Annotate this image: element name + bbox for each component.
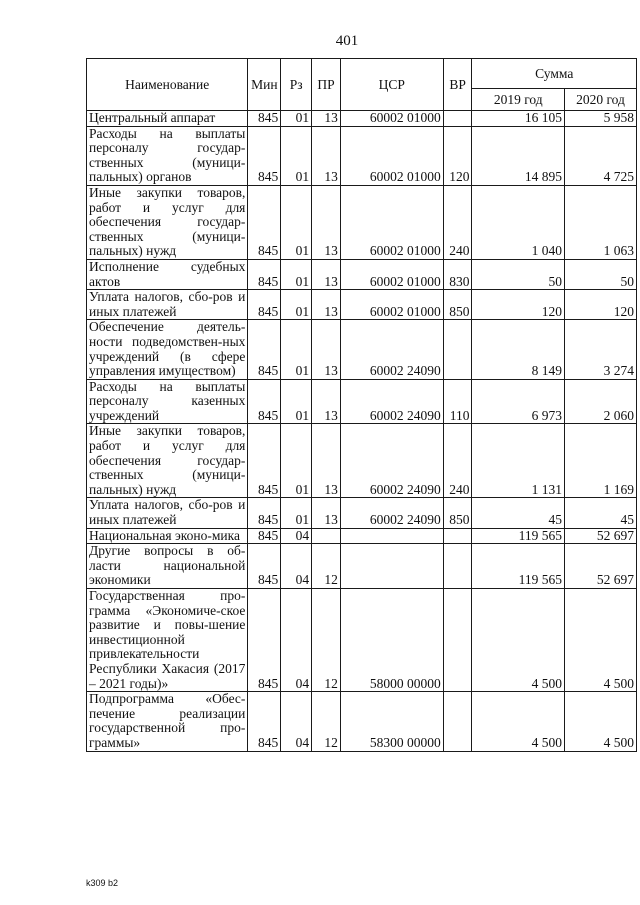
row-sum-2020: 4 500 [564, 692, 636, 751]
row-rz: 01 [281, 498, 312, 528]
row-min: 845 [248, 544, 281, 589]
header-sum: Сумма [472, 59, 637, 89]
table-row [87, 528, 637, 544]
header-year-2020: 2020 год [564, 89, 636, 111]
row-sum-2020: 4 725 [564, 126, 636, 185]
row-sum-2019: 1 131 [472, 424, 565, 498]
table-row [87, 320, 637, 379]
row-sum-2019: 50 [472, 259, 565, 289]
row-sum-2019: 45 [472, 498, 565, 528]
row-name: Национальная эконо-мика [87, 528, 248, 544]
row-rz: 04 [281, 528, 312, 544]
row-vr [443, 544, 472, 589]
row-sum-2019: 4 500 [472, 692, 565, 751]
row-name: Подпрограмма «Обес-печение реализации государственной про-граммы» [87, 692, 248, 751]
row-pr: 12 [312, 544, 341, 589]
row-pr: 13 [312, 290, 341, 320]
row-min: 845 [248, 379, 281, 424]
table-row [87, 290, 637, 320]
row-rz: 01 [281, 185, 312, 259]
row-sum-2020: 50 [564, 259, 636, 289]
row-name: Расходы на выплаты персоналу государ-ственных (муници-пальных) органов [87, 126, 248, 185]
row-sum-2019: 1 040 [472, 185, 565, 259]
row-csr: 60002 24090 [340, 379, 443, 424]
row-pr: 12 [312, 589, 341, 692]
row-csr: 58300 00000 [340, 692, 443, 751]
table-row [87, 589, 637, 692]
row-min: 845 [248, 185, 281, 259]
row-rz: 01 [281, 424, 312, 498]
row-rz: 01 [281, 126, 312, 185]
row-min: 845 [248, 498, 281, 528]
row-csr: 60002 01000 [340, 259, 443, 289]
table-row [87, 185, 637, 259]
table-row [87, 544, 637, 589]
row-vr: 850 [443, 290, 472, 320]
row-vr [443, 589, 472, 692]
row-vr: 830 [443, 259, 472, 289]
row-pr [312, 528, 341, 544]
row-rz: 01 [281, 259, 312, 289]
header-pr: ПР [312, 59, 341, 111]
row-sum-2020: 52 697 [564, 544, 636, 589]
row-name: Обеспечение деятель-ности подведомствен-ных учреждений (в сфере управления имуществом) [87, 320, 248, 379]
row-rz: 04 [281, 544, 312, 589]
row-pr: 13 [312, 126, 341, 185]
row-rz: 04 [281, 692, 312, 751]
row-vr [443, 320, 472, 379]
budget-table [86, 58, 637, 752]
table-row [87, 379, 637, 424]
row-vr: 240 [443, 185, 472, 259]
row-sum-2020: 2 060 [564, 379, 636, 424]
row-name: Расходы на выплаты персоналу казенных учреждений [87, 379, 248, 424]
row-sum-2019: 119 565 [472, 528, 565, 544]
header-min: Мин [248, 59, 281, 111]
table-row [87, 498, 637, 528]
row-csr: 60002 01000 [340, 126, 443, 185]
footer-code: k309 b2 [86, 878, 119, 888]
header-csr: ЦСР [340, 59, 443, 111]
row-pr: 13 [312, 424, 341, 498]
row-sum-2020: 52 697 [564, 528, 636, 544]
header-year-2019: 2019 год [472, 89, 565, 111]
table-row [87, 692, 637, 751]
row-vr [443, 111, 472, 127]
row-csr: 60002 01000 [340, 185, 443, 259]
row-name: Иные закупки товаров, работ и услуг для обеспечения государ-ственных (муници-пальных) нужд [87, 424, 248, 498]
row-min: 845 [248, 424, 281, 498]
row-vr [443, 528, 472, 544]
row-sum-2019: 14 895 [472, 126, 565, 185]
row-vr: 850 [443, 498, 472, 528]
header-name: Наименование [87, 59, 248, 111]
row-name: Центральный аппарат [87, 111, 248, 127]
row-sum-2019: 6 973 [472, 379, 565, 424]
header-rz: Рз [281, 59, 312, 111]
row-csr [340, 544, 443, 589]
row-rz: 01 [281, 111, 312, 127]
row-min: 845 [248, 692, 281, 751]
row-rz: 01 [281, 379, 312, 424]
table-row [87, 259, 637, 289]
row-pr: 13 [312, 111, 341, 127]
row-vr: 240 [443, 424, 472, 498]
row-pr: 13 [312, 498, 341, 528]
row-csr: 60002 01000 [340, 290, 443, 320]
row-csr [340, 528, 443, 544]
row-pr: 13 [312, 320, 341, 379]
table-row [87, 111, 637, 127]
row-min: 845 [248, 111, 281, 127]
row-sum-2019: 120 [472, 290, 565, 320]
row-vr [443, 692, 472, 751]
row-pr: 12 [312, 692, 341, 751]
row-pr: 13 [312, 259, 341, 289]
page-number: 401 [335, 33, 359, 49]
row-csr: 60002 01000 [340, 111, 443, 127]
row-sum-2019: 8 149 [472, 320, 565, 379]
row-vr: 110 [443, 379, 472, 424]
row-vr: 120 [443, 126, 472, 185]
row-csr: 60002 24090 [340, 498, 443, 528]
row-min: 845 [248, 528, 281, 544]
row-min: 845 [248, 290, 281, 320]
row-name: Государственная про-грамма «Экономиче-ское развитие и повы-шение инвестиционной привлекательности Республики Хакасия (2017 – 2021 годы)» [87, 589, 248, 692]
row-csr: 60002 24090 [340, 424, 443, 498]
row-name: Исполнение судебных актов [87, 259, 248, 289]
table-row [87, 126, 637, 185]
row-min: 845 [248, 126, 281, 185]
row-sum-2020: 1 063 [564, 185, 636, 259]
header-vr: ВР [443, 59, 472, 111]
table-row [87, 424, 637, 498]
row-pr: 13 [312, 185, 341, 259]
row-name: Другие вопросы в об-ласти национальной экономики [87, 544, 248, 589]
row-name: Уплата налогов, сбо-ров и иных платежей [87, 498, 248, 528]
row-sum-2020: 5 958 [564, 111, 636, 127]
row-sum-2020: 1 169 [564, 424, 636, 498]
row-sum-2020: 3 274 [564, 320, 636, 379]
row-csr: 60002 24090 [340, 320, 443, 379]
row-sum-2019: 16 105 [472, 111, 565, 127]
row-min: 845 [248, 259, 281, 289]
row-sum-2019: 4 500 [472, 589, 565, 692]
row-min: 845 [248, 589, 281, 692]
row-name: Уплата налогов, сбо-ров и иных платежей [87, 290, 248, 320]
row-name: Иные закупки товаров, работ и услуг для обеспечения государ-ственных (муници-пальных) нужд [87, 185, 248, 259]
row-csr: 58000 00000 [340, 589, 443, 692]
row-rz: 01 [281, 320, 312, 379]
row-rz: 04 [281, 589, 312, 692]
row-sum-2019: 119 565 [472, 544, 565, 589]
row-sum-2020: 4 500 [564, 589, 636, 692]
row-pr: 13 [312, 379, 341, 424]
row-rz: 01 [281, 290, 312, 320]
row-sum-2020: 45 [564, 498, 636, 528]
row-sum-2020: 120 [564, 290, 636, 320]
row-min: 845 [248, 320, 281, 379]
